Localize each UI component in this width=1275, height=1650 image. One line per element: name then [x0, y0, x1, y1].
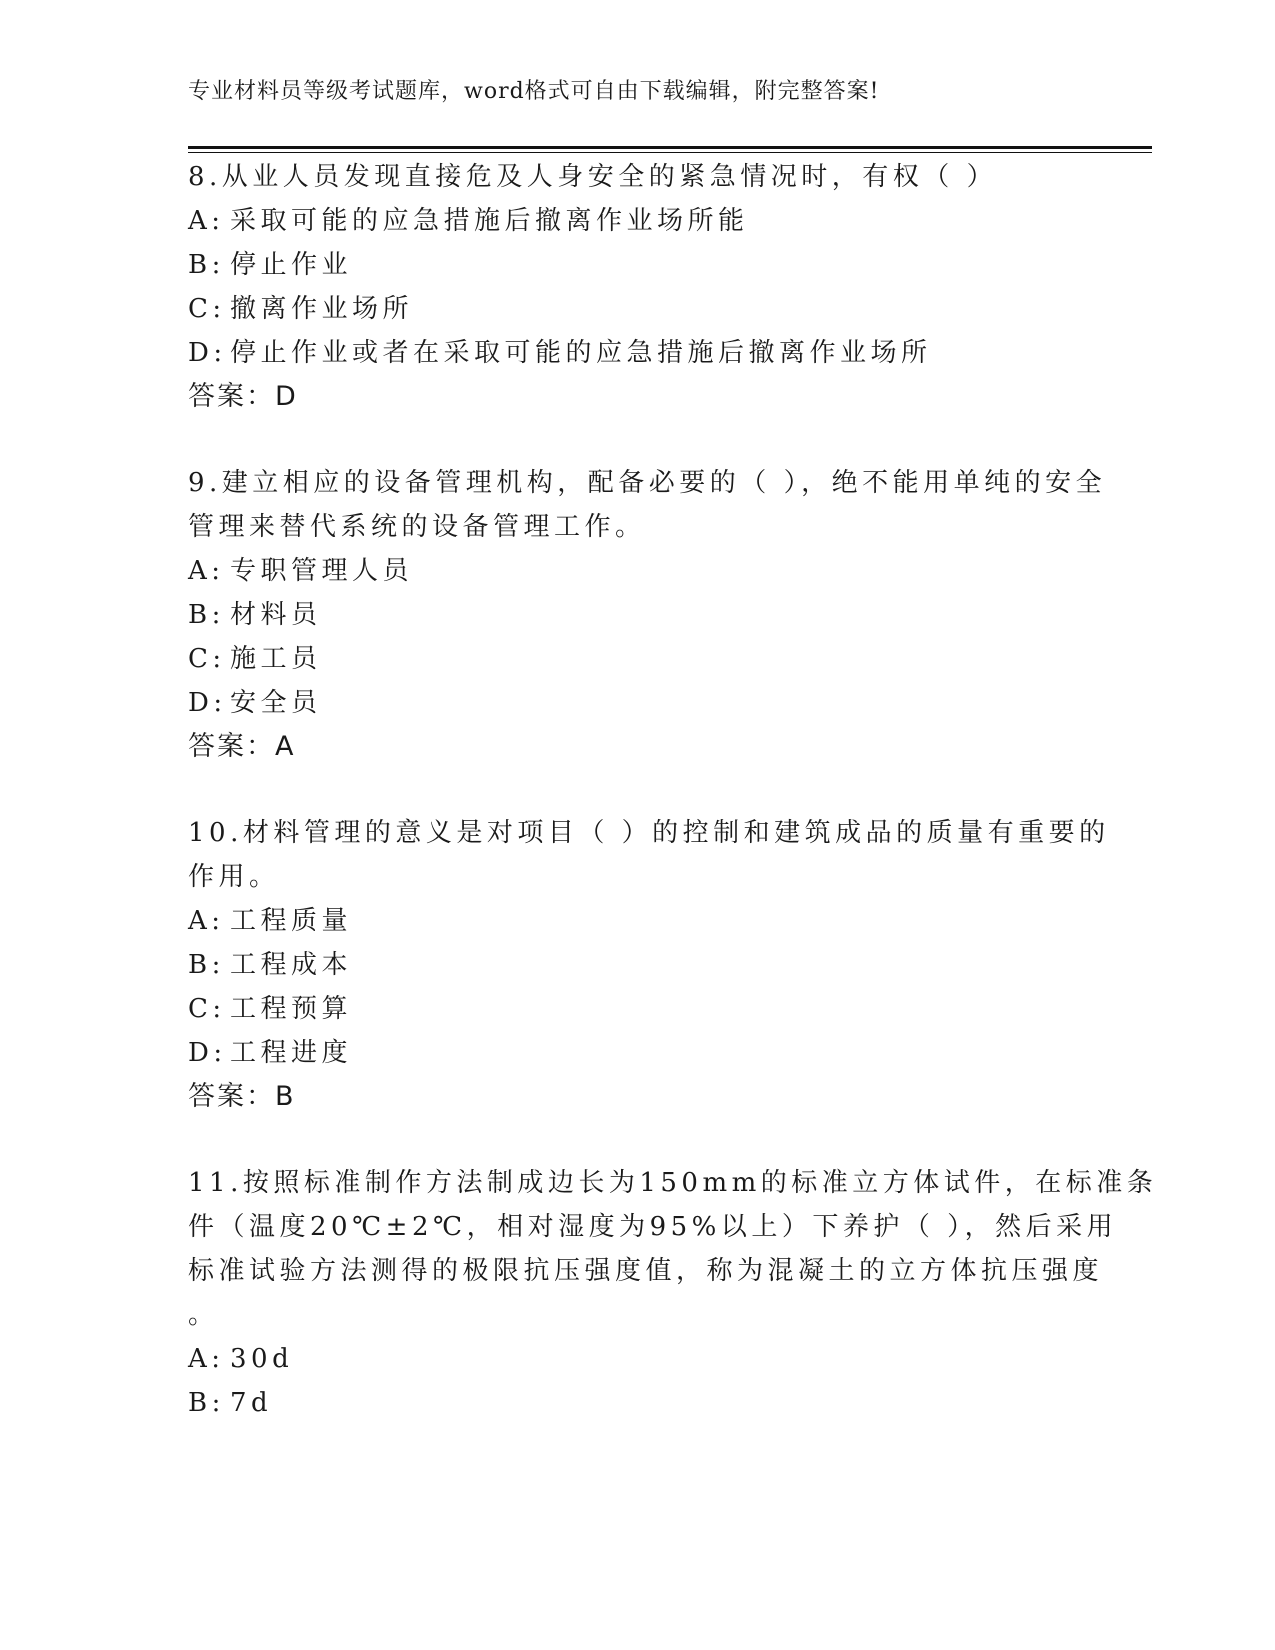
- option-label: C:: [188, 644, 226, 674]
- question-11-stem-line-4: 。: [188, 1300, 219, 1330]
- option-text: 停止作业: [230, 250, 353, 280]
- question-10-stem-line-2: 作用。: [188, 862, 280, 892]
- option-text: 材料员: [230, 600, 322, 630]
- question-8-stem: 8.从业人员发现直接危及人身安全的紧急情况时，有权（ ）: [188, 162, 998, 192]
- question-9-option-b: [188, 598, 322, 632]
- option-text: 采取可能的应急措施后撤离作业场所能: [230, 206, 749, 236]
- question-10-option-c: [188, 992, 352, 1026]
- option-text: 停止作业或者在采取可能的应急措施后撤离作业场所: [230, 338, 932, 368]
- option-label: A:: [188, 206, 225, 236]
- question-9-option-a: [188, 554, 413, 588]
- question-9-stem-line-2: 管理来替代系统的设备管理工作。: [188, 512, 646, 542]
- header-rule-thin: [188, 152, 1152, 153]
- option-text: 工程成本: [230, 950, 353, 980]
- question-9-option-c: [188, 642, 322, 676]
- question-11-stem-line-3: 标准试验方法测得的极限抗压强度值，称为混凝土的立方体抗压强度: [188, 1256, 1104, 1286]
- option-label: B:: [188, 250, 225, 280]
- option-text: 工程预算: [230, 994, 353, 1024]
- question-11-stem-line-2: 件（温度20℃±2℃，相对湿度为95%以上）下养护（ ），然后采用: [188, 1212, 1118, 1242]
- question-9-option-d: [188, 686, 322, 720]
- question-10-option-d: [188, 1036, 352, 1070]
- question-10-stem-line-1: 10.材料管理的意义是对项目（ ）的控制和建筑成品的质量有重要的: [188, 818, 1110, 848]
- question-10-option-a: [188, 904, 352, 938]
- option-label: C:: [188, 294, 226, 324]
- question-8-option-b: [188, 248, 352, 282]
- question-9-answer: 答案：A: [188, 731, 296, 762]
- option-label: D:: [188, 1038, 227, 1068]
- question-11-stem-line-1: 11.按照标准制作方法制成边长为150mm的标准立方体试件，在标准条: [188, 1168, 1158, 1198]
- question-10-option-b: [188, 948, 352, 982]
- option-text: 撤离作业场所: [230, 294, 414, 324]
- question-8-option-c: [188, 292, 413, 326]
- question-8-option-d: [188, 336, 932, 370]
- option-text: 工程进度: [230, 1038, 353, 1068]
- option-label: A:: [188, 556, 225, 586]
- question-10-answer: 答案：B: [188, 1081, 296, 1112]
- option-label: B:: [188, 1388, 225, 1418]
- option-label: D:: [188, 688, 227, 718]
- option-text: 30d: [230, 1344, 294, 1374]
- header-rule-thick: [188, 146, 1152, 149]
- option-label: A:: [188, 1344, 225, 1374]
- page-header: 专业材料员等级考试题库，word格式可自由下载编辑，附完整答案!: [188, 79, 880, 104]
- question-9-stem-line-1: 9.建立相应的设备管理机构，配备必要的（ ），绝不能用单纯的安全: [188, 468, 1107, 498]
- option-label: A:: [188, 906, 225, 936]
- option-text: 工程质量: [230, 906, 353, 936]
- option-text: 施工员: [230, 644, 322, 674]
- option-label: D:: [188, 338, 227, 368]
- option-text: 安全员: [230, 688, 322, 718]
- question-11-option-b: [188, 1386, 272, 1420]
- option-label: B:: [188, 950, 225, 980]
- option-text: 专职管理人员: [230, 556, 414, 586]
- question-8-option-a: [188, 204, 749, 238]
- option-label: C:: [188, 994, 226, 1024]
- question-8-answer: 答案：D: [188, 381, 298, 412]
- option-text: 7d: [230, 1388, 273, 1418]
- question-11-option-a: [188, 1342, 293, 1376]
- option-label: B:: [188, 600, 225, 630]
